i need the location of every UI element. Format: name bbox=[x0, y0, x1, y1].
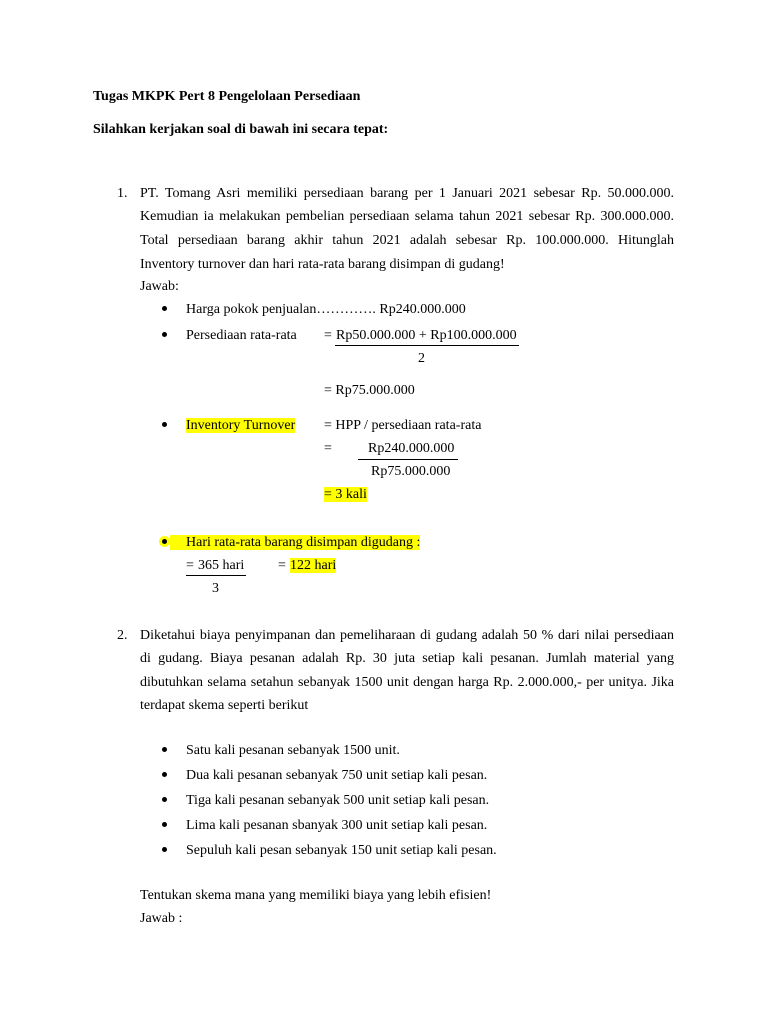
question-1-line-1: PT. Tomang Asri memiliki persediaan barang per 1 Januari 2021 sebesar Rp. 50.000.000. bbox=[140, 186, 674, 201]
bullet-icon bbox=[162, 422, 167, 427]
days-result-equals: = bbox=[278, 558, 286, 573]
instruction-text: Silahkan kerjakan soal di bawah ini secara tepat: bbox=[93, 122, 389, 137]
days-numerator: 365 hari bbox=[198, 558, 245, 573]
bullet-icon bbox=[162, 332, 167, 337]
days-label: Hari rata-rata barang disimpan digudang : bbox=[170, 534, 420, 552]
avg-inventory-equals: = bbox=[324, 328, 332, 343]
question-2-prompt: Tentukan skema mana yang memiliki biaya yang lebih efisien! bbox=[140, 888, 492, 903]
bullet-icon bbox=[162, 797, 167, 802]
question-2-number: 2. bbox=[117, 628, 128, 643]
avg-inventory-label: Persediaan rata-rata bbox=[186, 328, 297, 343]
option-item: Sepuluh kali pesan sebanyak 150 unit setiap kali pesan. bbox=[186, 843, 497, 858]
inventory-turnover-equals: = bbox=[324, 441, 332, 456]
bullet-icon bbox=[162, 847, 167, 852]
option-item: Satu kali pesanan sebanyak 1500 unit. bbox=[186, 743, 400, 758]
option-item: Tiga kali pesanan sebanyak 500 unit setiap kali pesan. bbox=[186, 793, 490, 808]
days-denominator: 3 bbox=[212, 581, 219, 596]
question-1-line-3: Total persediaan barang akhir tahun 2021 adalah sebesar Rp. 100.000.000. Hitunglah bbox=[140, 233, 674, 248]
answer-2-label: Jawab : bbox=[140, 911, 183, 926]
fraction-bar bbox=[186, 575, 246, 576]
question-1-number: 1. bbox=[117, 186, 128, 201]
bullet-icon bbox=[162, 306, 167, 311]
question-2-line-2: di gudang. Biaya pesanan adalah Rp. 30 juta setiap kali pesanan. Jumlah material yang bbox=[140, 651, 674, 666]
avg-inventory-numerator: Rp50.000.000 + Rp100.000.000 bbox=[336, 328, 517, 343]
document-title: Tugas MKPK Pert 8 Pengelolaan Persediaan bbox=[93, 89, 361, 104]
inventory-turnover-formula: = HPP / persediaan rata-rata bbox=[324, 418, 482, 433]
inventory-turnover-numerator: Rp240.000.000 bbox=[368, 441, 455, 456]
question-2-line-3: dibutuhkan selama setahun sebanyak 1500 unit dengan harga Rp. 2.000.000,- per unitya. Jika bbox=[140, 675, 674, 690]
bullet-icon bbox=[162, 772, 167, 777]
fraction-bar bbox=[335, 345, 519, 346]
inventory-turnover-denominator: Rp75.000.000 bbox=[371, 464, 451, 479]
question-2-line-1: Diketahui biaya penyimpanan dan pemeliharaan di gudang adalah 50 % dari nilai persediaan bbox=[140, 628, 674, 643]
question-1-line-2: Kemudian ia melakukan pembelian persediaan selama tahun 2021 sebesar Rp. 300.000.000. bbox=[140, 209, 674, 224]
fraction-bar bbox=[358, 459, 458, 460]
days-equals: = bbox=[186, 558, 194, 573]
answer-1-label: Jawab: bbox=[140, 279, 179, 294]
bullet-icon bbox=[162, 539, 167, 544]
bullet-icon bbox=[162, 822, 167, 827]
option-item: Dua kali pesanan sebanyak 750 unit setiap kali pesan. bbox=[186, 768, 488, 783]
option-item: Lima kali pesanan sbanyak 300 unit setiap kali pesan. bbox=[186, 818, 488, 833]
hpp-line: Harga pokok penjualan…………. Rp240.000.000 bbox=[186, 302, 466, 317]
inventory-turnover-label: Inventory Turnover bbox=[186, 418, 296, 433]
question-2-line-4: terdapat skema seperti berikut bbox=[140, 698, 309, 713]
inventory-turnover-result: = 3 kali bbox=[324, 487, 367, 502]
question-1-line-4: Inventory turnover dan hari rata-rata barang disimpan di gudang! bbox=[140, 257, 505, 272]
bullet-icon bbox=[162, 747, 167, 752]
avg-inventory-result: = Rp75.000.000 bbox=[324, 383, 415, 398]
avg-inventory-denominator: 2 bbox=[418, 351, 425, 366]
days-result: 122 hari bbox=[290, 558, 337, 573]
